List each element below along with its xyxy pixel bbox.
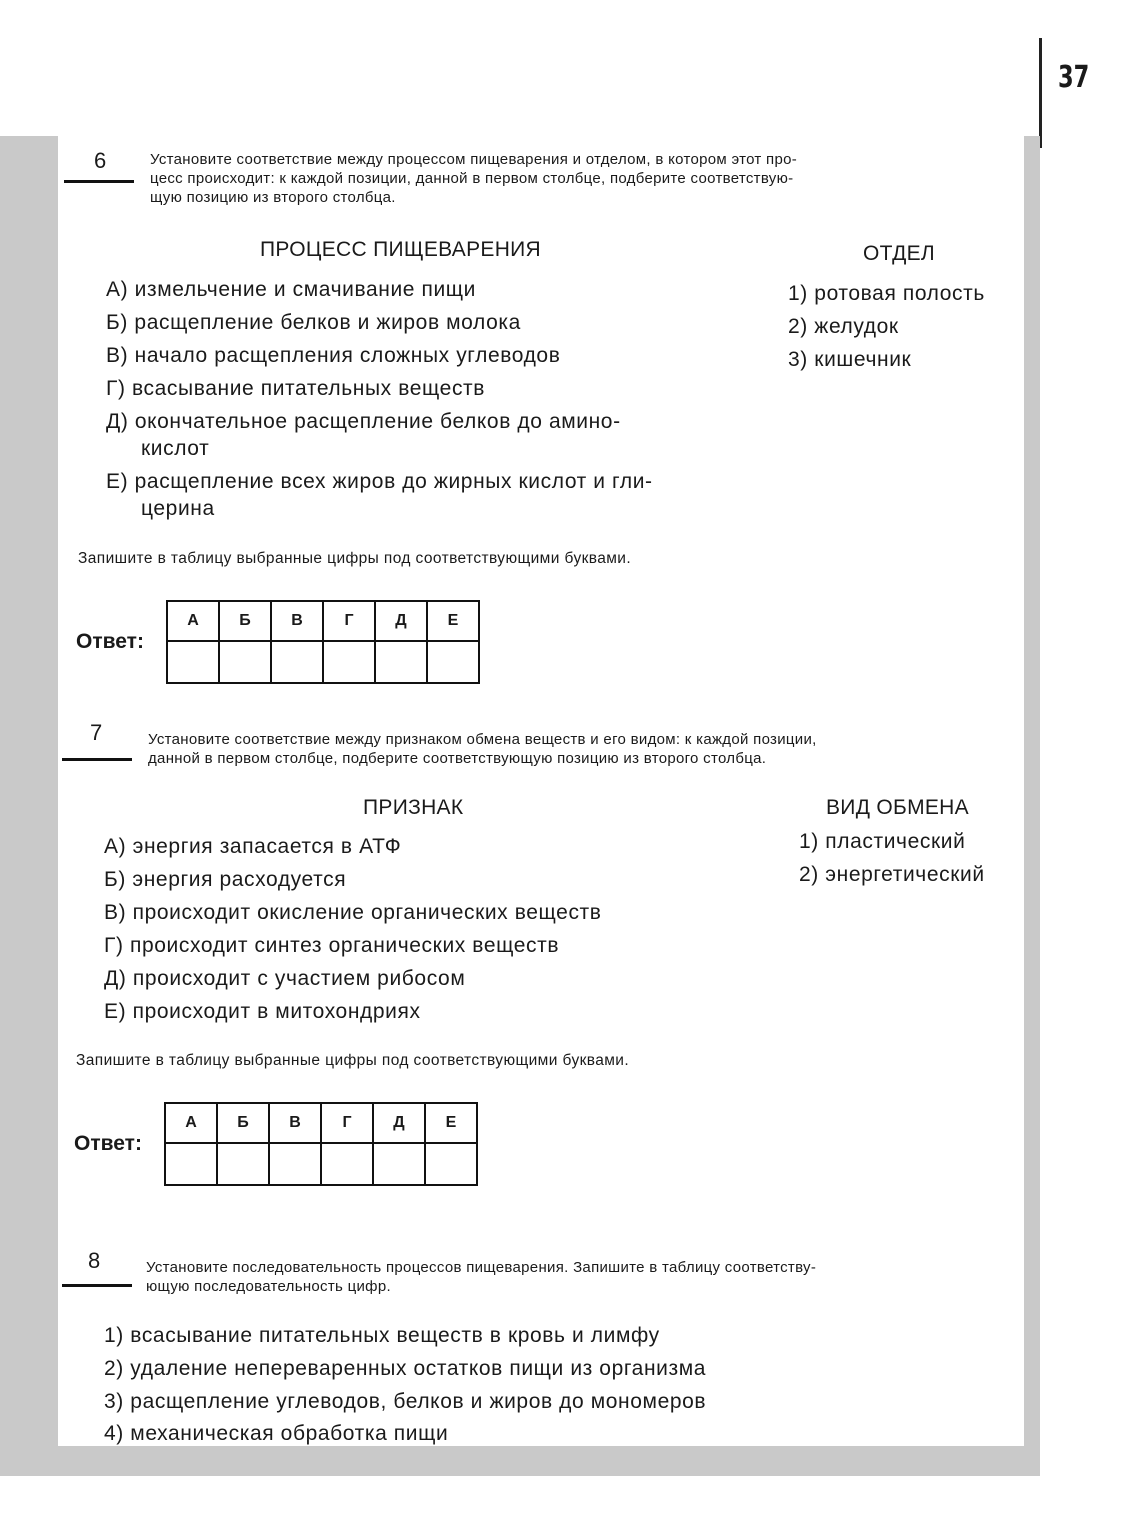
task-8-item: 4) механическая обработка пищи — [104, 1422, 449, 1445]
answer-cell[interactable] — [167, 641, 219, 683]
task-8-number: 8 — [88, 1248, 101, 1273]
task-6-item: Б) расщепление белков и жиров молока — [106, 311, 521, 334]
answer-table-header: В — [269, 1103, 321, 1143]
answer-cell[interactable] — [373, 1143, 425, 1185]
task-6-option: 3) кишечник — [788, 348, 912, 371]
task-7-note: Запишите в таблицу выбранные цифры под соответствующими буквами. — [76, 1052, 630, 1069]
answer-cell[interactable] — [271, 641, 323, 683]
task-8-item: 3) расщепление углеводов, белков и жиров до мономеров — [104, 1390, 707, 1413]
task-7-item: А) энергия запасается в АТФ — [104, 835, 402, 858]
answer-table-header: Е — [427, 601, 479, 641]
task-8-marker — [62, 1284, 132, 1287]
page-content — [58, 136, 1024, 1446]
task-7-answer-table — [164, 1102, 478, 1186]
answer-table-header: А — [165, 1103, 217, 1143]
task-6-answer-label: Ответ: — [76, 630, 144, 653]
task-6-item: Г) всасывание питательных веществ — [106, 377, 486, 400]
answer-table-header: Д — [375, 601, 427, 641]
task-6-instruction-line: Установите соответствие между процессом пищеварения и отделом, в котором этот про- — [150, 151, 798, 168]
task-7-marker — [62, 758, 132, 761]
task-8-item: 1) всасывание питательных веществ в кровь и лимфу — [104, 1324, 660, 1347]
task-6-item: В) начало расщепления сложных углеводов — [106, 344, 561, 367]
task-8-instruction-line: Установите последовательность процессов пищеварения. Запишите в таблицу соответству- — [146, 1259, 817, 1276]
task-8-instruction-line: ющую последовательность цифр. — [146, 1278, 391, 1295]
task-6-option: 2) желудок — [788, 315, 899, 338]
task-7-option: 1) пластический — [799, 830, 966, 853]
task-6-instruction-line: щую позицию из второго столбца. — [150, 189, 396, 206]
answer-cell[interactable] — [165, 1143, 217, 1185]
task-6-item-continuation: церина — [141, 497, 215, 520]
answer-cell[interactable] — [375, 641, 427, 683]
answer-cell[interactable] — [269, 1143, 321, 1185]
task-6-item: А) измельчение и смачивание пищи — [106, 278, 477, 301]
task-6-note: Запишите в таблицу выбранные цифры под соответствующими буквами. — [78, 550, 632, 567]
answer-cell[interactable] — [321, 1143, 373, 1185]
task-7-item: Е) происходит в митохондриях — [104, 1000, 421, 1023]
answer-table-header: Г — [321, 1103, 373, 1143]
answer-table-header: Д — [373, 1103, 425, 1143]
task-6-item: Д) окончательное расщепление белков до амино- — [106, 410, 621, 433]
task-7-instruction-line: данной в первом столбце, подберите соответствующую позицию из второго столбца. — [148, 750, 767, 767]
task-6-left-header: ПРОЦЕСС ПИЩЕВАРЕНИЯ — [260, 238, 542, 261]
answer-cell[interactable] — [323, 641, 375, 683]
task-6-item: Е) расщепление всех жиров до жирных кислот и гли- — [106, 470, 653, 493]
answer-table-header: Б — [217, 1103, 269, 1143]
answer-cell[interactable] — [425, 1143, 477, 1185]
task-6-item-continuation: кислот — [141, 437, 210, 460]
task-7-left-header: ПРИЗНАК — [363, 796, 464, 819]
answer-table-header: Г — [323, 601, 375, 641]
answer-table-header: А — [167, 601, 219, 641]
answer-table-header: Б — [219, 601, 271, 641]
task-7-item: Д) происходит с участием рибосом — [104, 967, 466, 990]
task-6-instruction-line: цесс происходит: к каждой позиции, данной в первом столбце, подберите соответствую- — [150, 170, 794, 187]
answer-table-header: Е — [425, 1103, 477, 1143]
task-8-instruction — [146, 1258, 816, 1296]
task-7-answer-label: Ответ: — [74, 1132, 142, 1155]
task-7-instruction — [148, 730, 817, 768]
task-7-right-header: ВИД ОБМЕНА — [826, 796, 969, 819]
task-7-item: Г) происходит синтез органических веществ — [104, 934, 560, 957]
task-7-number: 7 — [90, 720, 103, 745]
task-7-item: В) происходит окисление органических веществ — [104, 901, 602, 924]
task-7-instruction-line: Установите соответствие между признаком обмена веществ и его видом: к каждой позиции, — [148, 731, 817, 748]
task-6-instruction — [150, 150, 797, 207]
answer-table-header: В — [271, 601, 323, 641]
page-header-rule — [1039, 38, 1042, 148]
task-6-answer-table — [166, 600, 480, 684]
task-7-option: 2) энергетический — [799, 863, 985, 886]
task-6-number: 6 — [94, 148, 107, 173]
answer-cell[interactable] — [427, 641, 479, 683]
page-number: 37 — [1058, 60, 1090, 95]
task-6-option: 1) ротовая полость — [788, 282, 985, 305]
task-8-item: 2) удаление непереваренных остатков пищи из организма — [104, 1357, 707, 1380]
answer-cell[interactable] — [217, 1143, 269, 1185]
task-7-item: Б) энергия расходуется — [104, 868, 347, 891]
task-6-marker — [64, 180, 134, 183]
answer-cell[interactable] — [219, 641, 271, 683]
task-6-right-header: ОТДЕЛ — [863, 242, 935, 265]
